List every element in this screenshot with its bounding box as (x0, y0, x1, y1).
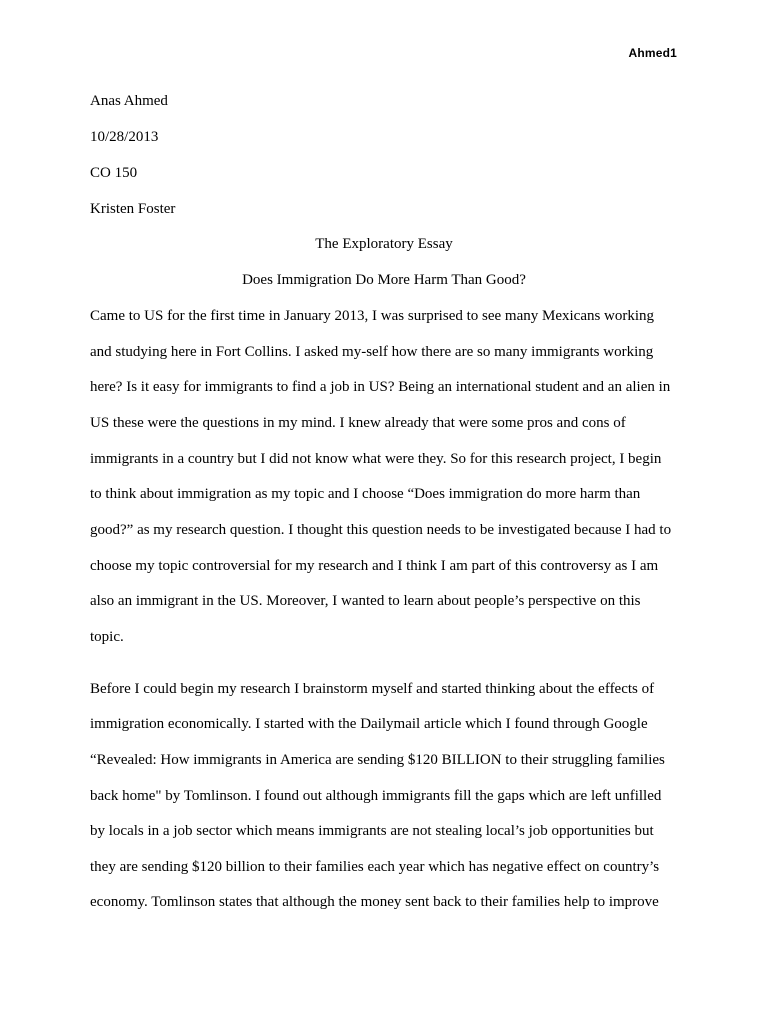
essay-date: 10/28/2013 (90, 129, 159, 145)
paragraph-line: and studying here in Fort Collins. I asked my-self how there are so many immigrants working (90, 344, 654, 360)
paragraph-line: Came to US for the first time in January 2013, I was surprised to see many Mexicans working (90, 308, 655, 324)
paragraph-line: economy. Tomlinson states that although the money sent back to their families help to improve (90, 894, 659, 910)
paragraph-line: immigrants in a country but I did not know what were they. So for this research project, I begin (90, 451, 662, 467)
running-head: Ahmed1 (628, 46, 677, 60)
paragraph-line: back home" by Tomlinson. I found out although immigrants fill the gaps which are left unfilled (90, 788, 662, 804)
author-name: Anas Ahmed (90, 93, 168, 109)
paragraph-line: they are sending $120 billion to their families each year which has negative effect on country’s (90, 859, 660, 875)
paragraph-line: “Revealed: How immigrants in America are sending $120 BILLION to their struggling families (90, 752, 665, 768)
paragraph-line: immigration economically. I started with the Dailymail article which I found through Google (90, 716, 648, 732)
paragraph-line: Before I could begin my research I brainstorm myself and started thinking about the effects of (90, 681, 655, 697)
course-code: CO 150 (90, 165, 138, 181)
paragraph-line: to think about immigration as my topic and I choose “Does immigration do more harm than (90, 486, 641, 502)
paragraph-line: here? Is it easy for immigrants to find a job in US? Being an international student and an alien in (90, 379, 671, 395)
paragraph-line: US these were the questions in my mind. I knew already that were some pros and cons of (90, 415, 626, 431)
paragraph-line: good?” as my research question. I thought this question needs to be investigated because I had to (90, 522, 672, 538)
paragraph-line: by locals in a job sector which means immigrants are not stealing local’s job opportunities but (90, 823, 654, 839)
paragraph-line: topic. (90, 629, 124, 645)
instructor-name: Kristen Foster (90, 201, 176, 217)
essay-title: Does Immigration Do More Harm Than Good? (242, 272, 526, 288)
essay-type-title: The Exploratory Essay (315, 236, 453, 252)
paragraph-line: also an immigrant in the US. Moreover, I wanted to learn about people’s perspective on this (90, 593, 641, 609)
paragraph-line: choose my topic controversial for my research and I think I am part of this controversy as I am (90, 558, 659, 574)
